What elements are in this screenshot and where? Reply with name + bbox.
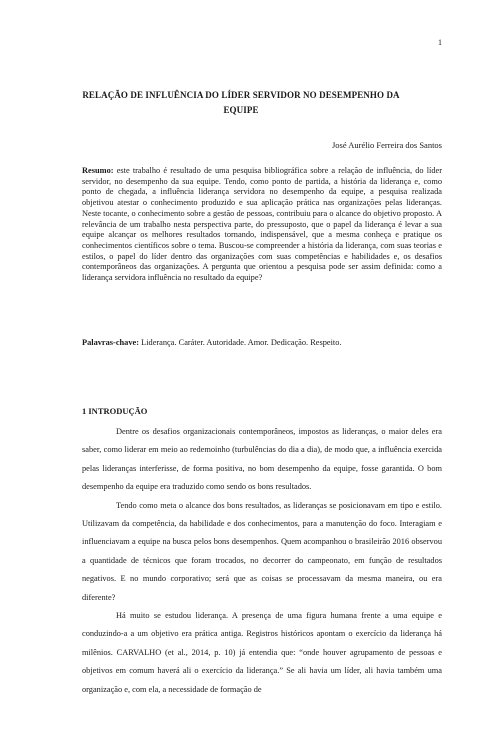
- keywords: [82, 338, 442, 349]
- body-paragraph: Tendo como meta o alcance dos bons resultados, as lideranças se posicionavam em tipo e estilo. Utilizavam da competência, da habilidade e dos conhecimentos, para a manutenção do foco. Interagiam e influenciavam a equipe na busca pelos bons desempenhos. Quem acompanhou o brasileirão 2016 observou a quantidade de técnicos que foram trocados, no decorrer do campeonato, em função de resultados negativos. E no mundo corporativo; será que as coisas se processavam da mesma maneira, ou era diferente?: [82, 500, 442, 602]
- author-name: José Aurélio Ferreira dos Santos: [331, 140, 442, 150]
- paper-title: RELAÇÃO DE INFLUÊNCIA DO LÍDER SERVIDOR NO DESEMPENHO DA EQUIPE: [82, 90, 400, 115]
- section-heading: 1 INTRODUÇÃO: [82, 406, 148, 416]
- body-paragraph: Dentre os desafios organizacionais contemporâneos, impostos as lideranças, o maior deles era saber, como liderar em meio ao redemoinho (turbulências do dia a dia), de modo que, a influência exercida pelas lideranças interferisse, de forma positiva, no bom desempenho da equipe, fosse garantida. O bom desempenho da equipe era traduzido como sendo os bons resultados.: [82, 427, 442, 492]
- keywords-label: Palavras-chave:: [82, 338, 140, 347]
- page-number: 1: [438, 38, 442, 47]
- abstract-label: Resumo:: [82, 166, 114, 175]
- abstract-text: este trabalho é resultado de uma pesquisa bibliográfica sobre a relação de influência, do líder servidor, no desempenho da sua equipe. Tendo, como ponto de partida, a história da liderança e, como ponto de chegada, a influência liderança servidora no desempenho da equipe, a pesquisa realizada objetivou atestar o conhecimento produzido e sua aplicação prática nas organizações pelas lideranças. Neste tocante, o conhecimento sobre a gestão de pessoas, contribuiu para o alcance do objetivo proposto. A relevância de um trabalho nesta perspectiva parte, do pressuposto, que o papel da liderança é levar a sua equipe alcançar os melhores resultados tornando, indispensável, que a mesma conheça e pratique os conhecimentos científicos sobre o tema. Buscou-se compreender a história da liderança, com suas teorias e estilos, o papel do líder dentro das organizações com suas competências e habilidades e, os desafios contemporâneos das organizações. A pergunta que orientou a pesquisa pode ser assim definida: como a liderança servidora influência no resultado da equipe?: [82, 166, 442, 283]
- section-body: [82, 423, 442, 699]
- body-paragraph: Há muito se estudou liderança. A presença de uma figura humana frente a uma equipe e conduzindo-a a um objetivo era prática antiga. Registros históricos apontam o exercício da liderança há milênios. CARVALHO (et al., 2014, p. 10) já entendia que: “onde houver agrupamento de pessoas e objetivos em comum haverá ali o exercício da liderança.” Se ali havia um líder, ali havia também uma organização e, com ela, a necessidade de formação de: [82, 611, 442, 694]
- keywords-text: Liderança. Caráter. Autoridade. Amor. Dedicação. Respeito.: [139, 338, 342, 347]
- abstract: [82, 166, 442, 284]
